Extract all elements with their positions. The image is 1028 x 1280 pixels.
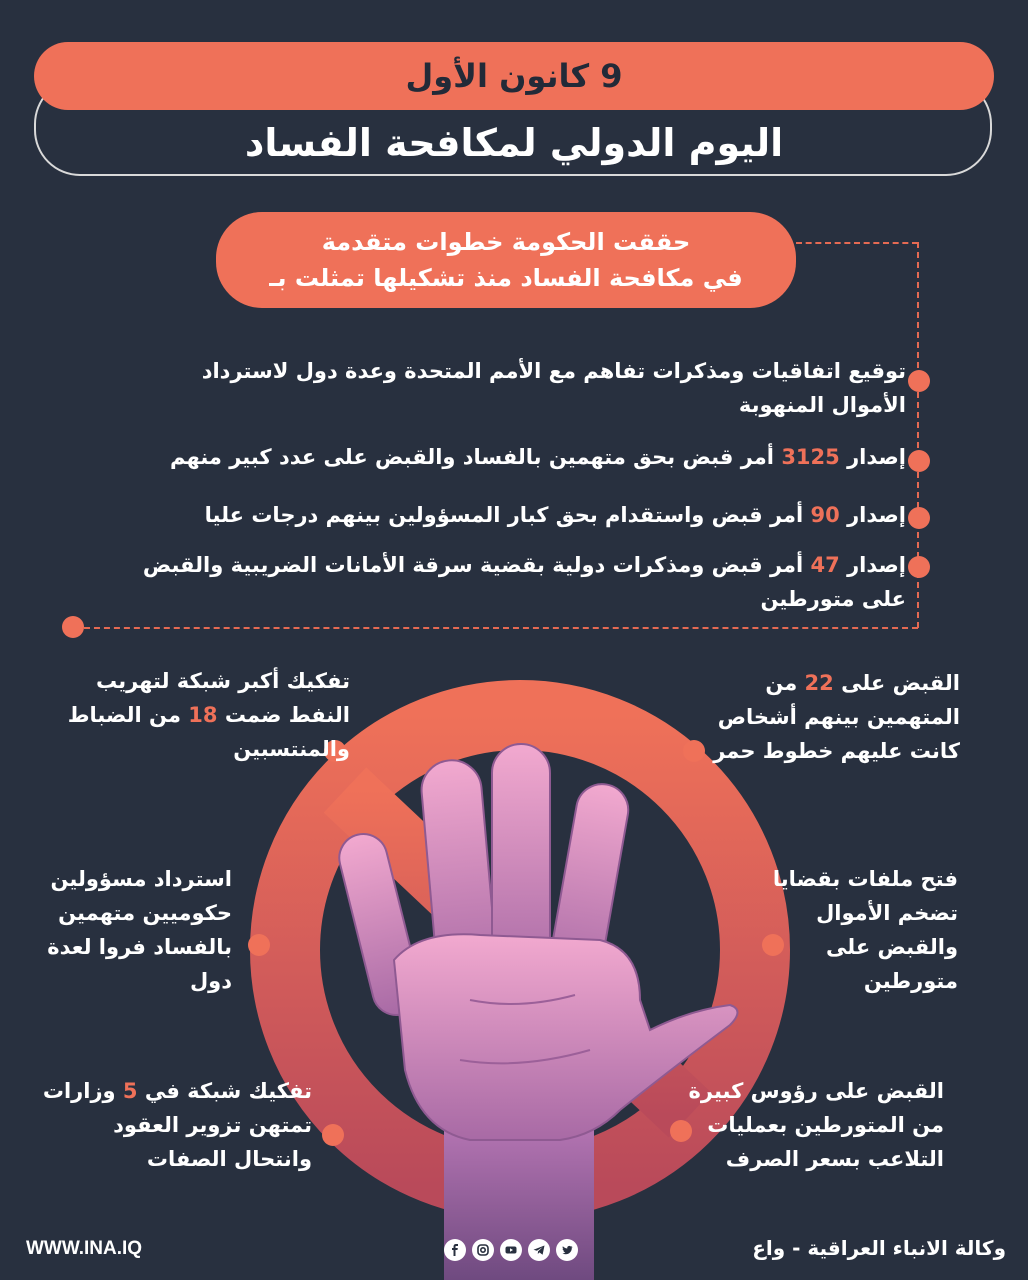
date-banner (34, 42, 994, 110)
achievement-item: إصدار 3125 أمر قبض بحق متهمين بالفساد والقبض على عدد كبير منهم (170, 445, 906, 469)
telegram-icon[interactable] (528, 1239, 550, 1261)
left-fact-3: تفكيك شبكة في 5 وزارات تمتهن تزوير العقود وانتحال الصفات (42, 1079, 312, 1171)
bullet-dot (908, 450, 930, 472)
connector-top (796, 242, 918, 244)
achievement-item: توقيع اتفاقيات ومذكرات تفاهم مع الأمم المتحدة وعدة دول لاسترداد الأموال المنهوبة (201, 359, 906, 417)
bullet-dot (683, 740, 705, 762)
intro-line-2: في مكافحة الفساد منذ تشكيلها تمثلت بـ (269, 264, 743, 292)
achievement-item: إصدار 47 أمر قبض ومذكرات دولية بقضية سرقة الأمانات الضريبية والقبض على متورطين (142, 553, 906, 611)
connector-bottom (84, 627, 918, 629)
bullet-dot (248, 934, 270, 956)
facebook-icon[interactable] (444, 1239, 466, 1261)
connector-end-dot (62, 616, 84, 638)
right-fact-3: القبض على رؤوس كبيرة من المتورطين بعمليات التلاعب بسعر الصرف (688, 1079, 944, 1171)
bullet-dot (908, 507, 930, 529)
date-text: 9 كانون الأول (405, 57, 623, 95)
achievement-number: 47 (810, 553, 840, 577)
left-fact-2: استرداد مسؤولين حكوميين متهمين بالفساد فروا لعدة دول (47, 867, 232, 993)
website-link[interactable]: WWW.INA.IQ (26, 1238, 143, 1259)
bullet-dot (322, 1124, 344, 1146)
bullet-dot (908, 556, 930, 578)
achievement-number: 90 (810, 503, 840, 527)
social-icons (444, 1239, 578, 1261)
bullet-dot (908, 370, 930, 392)
agency-name: وكالة الانباء العراقية - واع (752, 1236, 1006, 1260)
instagram-icon[interactable] (472, 1239, 494, 1261)
intro-banner (216, 212, 796, 308)
left-fact-1: تفكيك أكبر شبكة لتهريب النفط ضمت 18 من الضباط والمنتسبين (67, 669, 350, 761)
intro-line-1: حققت الحكومة خطوات متقدمة (321, 228, 691, 256)
page-title: اليوم الدولي لمكافحة الفساد (244, 121, 784, 165)
right-fact-1: القبض على 22 من المتهمين بينهم أشخاص كانت عليهم خطوط حمر (713, 671, 960, 763)
youtube-icon[interactable] (500, 1239, 522, 1261)
achievement-item: إصدار 90 أمر قبض واستقدام بحق كبار المسؤولين بينهم درجات عليا (204, 503, 906, 527)
achievement-number: 3125 (781, 445, 840, 469)
right-fact-2: فتح ملفات بقضايا تضخم الأموال والقبض على متورطين (772, 867, 958, 993)
twitter-icon[interactable] (556, 1239, 578, 1261)
